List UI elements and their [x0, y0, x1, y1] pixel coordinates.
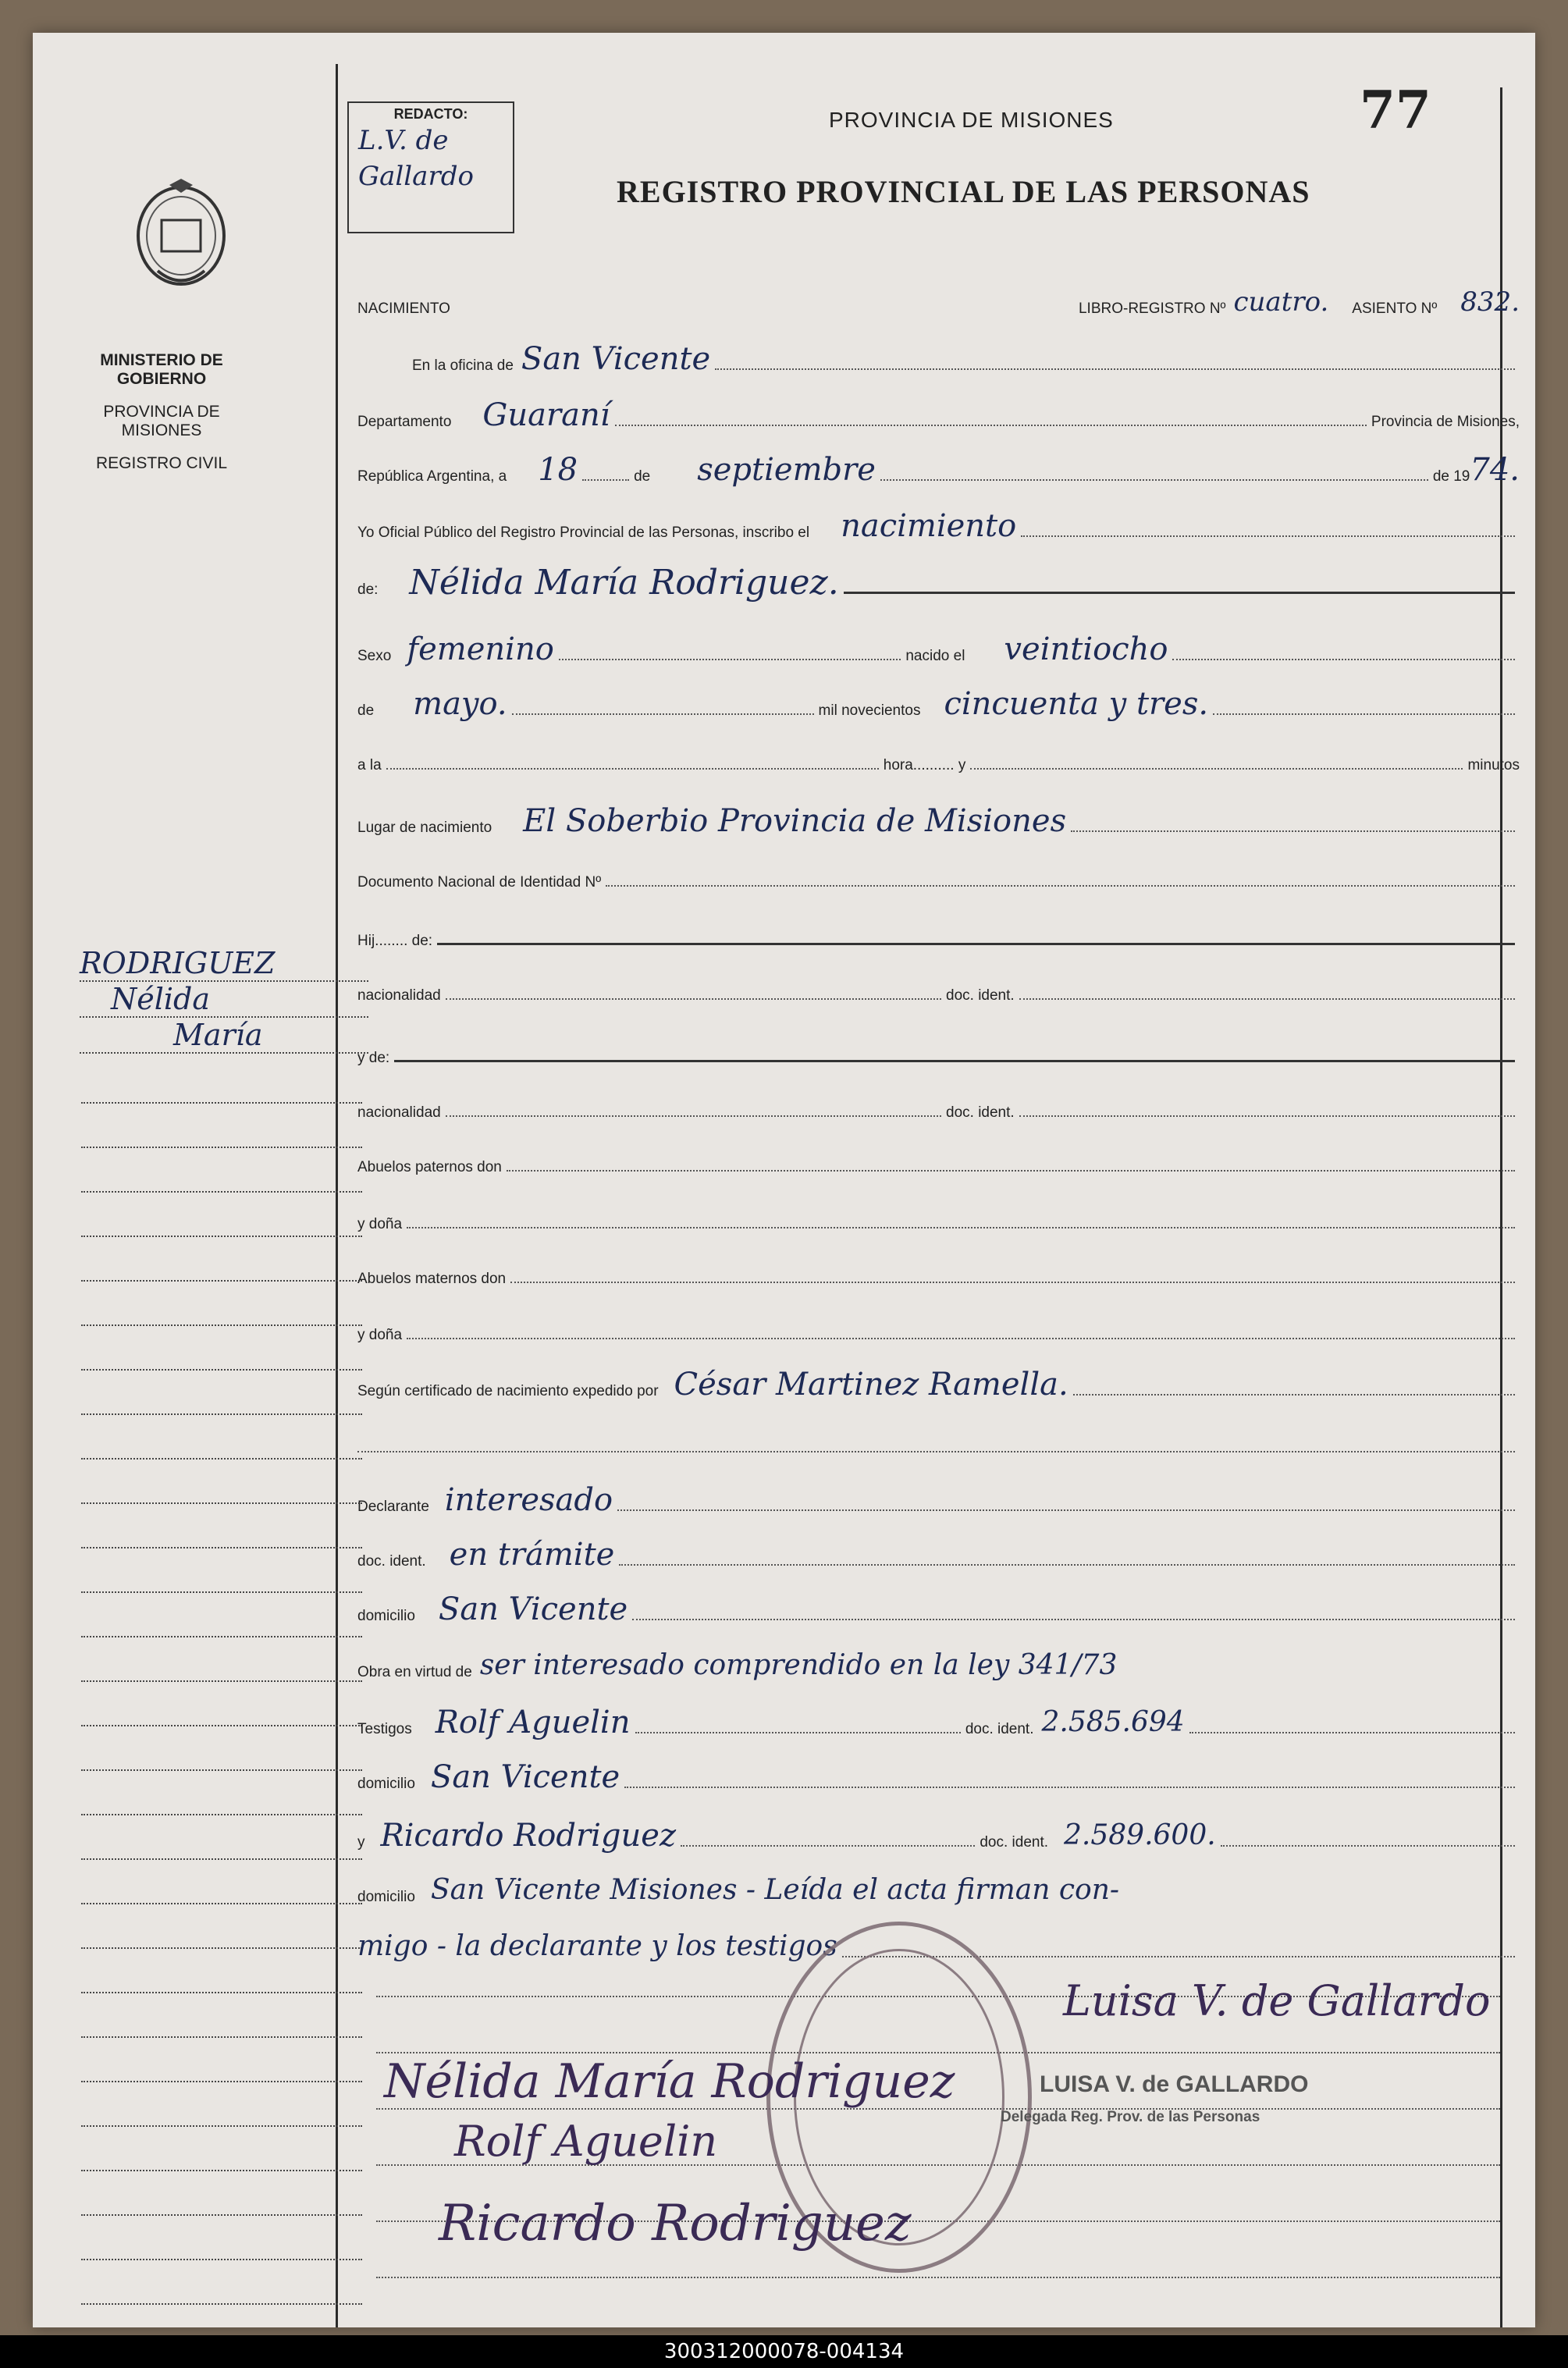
line-departamento	[357, 397, 1520, 433]
line-nacionalidad-1	[357, 973, 1520, 1004]
document-page	[33, 33, 1535, 2327]
margin-note-name2: María	[80, 1018, 368, 1054]
margin-note-name: Nélida	[80, 982, 368, 1018]
redacto-handwriting-1: L.V. de	[358, 125, 449, 156]
line-domicilio-t1	[357, 1759, 1520, 1795]
libro-value: cuatro.	[1233, 286, 1329, 318]
domicilio-value: San Vicente	[438, 1591, 628, 1627]
line-nombre	[357, 563, 1520, 603]
sexo-value: femenino	[407, 631, 554, 667]
domicilio-t2-value: San Vicente Misiones - Leída el acta firman con-	[430, 1874, 1120, 1906]
doc-ident-dec-value: en trámite	[449, 1537, 615, 1573]
y-de-label: y de:	[357, 1050, 390, 1066]
de19-label: de 19	[1432, 468, 1470, 485]
oficina-label: En la oficina de	[412, 357, 514, 374]
nacionalidad-label-2: nacionalidad	[357, 1104, 441, 1121]
line-nacimiento	[357, 286, 1520, 318]
ministry-office: REGISTRO CIVIL	[95, 454, 228, 472]
margin-rule	[81, 1102, 362, 1104]
testigo1-value: Rolf Aguelin	[435, 1705, 631, 1740]
margin-rule	[81, 2170, 362, 2171]
official-seal-name: LUISA V. de GALLARDO	[1040, 2071, 1309, 2097]
line-declarante	[357, 1484, 1520, 1516]
abuelos-maternos-label: Abuelos maternos don	[357, 1271, 507, 1287]
margin-rule	[81, 1992, 362, 1993]
line-y-de	[357, 1036, 1520, 1067]
testigo2-doc: 2.589.600.	[1064, 1819, 1216, 1851]
margin-note-surname: RODRIGUEZ	[80, 946, 368, 982]
lugar-value: El Soberbio Provincia de Misiones	[523, 803, 1067, 839]
line-fecha	[357, 452, 1520, 488]
margin-rule	[81, 2081, 362, 2082]
continuation-value: migo - la declarante y los testigos	[357, 1930, 837, 1962]
republica-label: República Argentina, a	[357, 468, 507, 485]
ministry-province: PROVINCIA DE MISIONES	[103, 403, 220, 439]
line-certificado-2	[357, 1426, 1520, 1457]
margin-rule	[81, 1858, 362, 1860]
testigo2-value: Ricardo Rodriguez	[380, 1818, 677, 1854]
de-mes-label: de	[357, 702, 375, 719]
de-nombre-label: de:	[357, 581, 379, 598]
domicilio-t1-label: domicilio	[357, 1776, 415, 1792]
margin-rule	[81, 1458, 362, 1460]
line-domicilio-t2	[357, 1875, 1520, 1906]
margin-rule	[81, 1547, 362, 1548]
mes-value: septiembre	[697, 452, 876, 488]
obra-value: ser interesado comprendido en la ley 341/73	[479, 1649, 1118, 1681]
line-mes	[357, 688, 1520, 720]
margin-rule	[81, 1236, 362, 1237]
certificado-value: César Martinez Ramella.	[674, 1367, 1068, 1403]
redacto-box	[347, 101, 514, 233]
official-signature: Luisa V. de Gallardo	[1063, 1976, 1491, 2025]
abuelos-paternos-label: Abuelos paternos don	[357, 1159, 502, 1175]
mil-label: mil novecientos	[818, 702, 921, 719]
province-heading: PROVINCIA DE MISIONES	[829, 108, 1114, 132]
margin-rule	[81, 2125, 362, 2127]
column-divider	[336, 64, 338, 2327]
declarante-value: interesado	[444, 1482, 613, 1518]
line-oficina	[357, 343, 1520, 375]
provincial-emblem-icon	[126, 177, 236, 302]
line-dona-1	[357, 1202, 1520, 1233]
line-hij	[357, 919, 1520, 950]
folio-number: 77	[1360, 80, 1431, 140]
certificado-label: Según certificado de nacimiento expedido por	[357, 1383, 659, 1399]
testigos-label: Testigos	[357, 1721, 412, 1737]
lugar-label: Lugar de nacimiento	[357, 820, 492, 836]
margin-rule	[81, 2303, 362, 2305]
margin-rule	[81, 1191, 362, 1193]
line-certificado	[357, 1367, 1520, 1403]
margin-rule	[81, 1769, 362, 1771]
y-dona-label-2: y doña	[357, 1327, 403, 1343]
margin-rule	[81, 2036, 362, 2038]
official-seal-title: Delegada Reg. Prov. de las Personas	[1001, 2109, 1260, 2125]
margin-rule	[81, 1280, 362, 1282]
signature-rule	[376, 2277, 1500, 2278]
redacto-handwriting-2: Gallardo	[358, 161, 474, 192]
line-obra	[357, 1650, 1520, 1681]
margin-rule	[81, 1413, 362, 1415]
nombre-value: Nélida María Rodriguez.	[409, 563, 839, 603]
domicilio-label: domicilio	[357, 1608, 415, 1624]
line-lugar	[357, 805, 1520, 837]
anio-value: 74.	[1470, 452, 1520, 488]
margin-rule	[81, 1680, 362, 1682]
anio-nac-value: cincuenta y tres.	[944, 686, 1209, 722]
dia-value: 18	[538, 452, 578, 488]
doc-ident-label-2: doc. ident.	[946, 1104, 1015, 1121]
mes-nac-value: mayo.	[413, 686, 507, 722]
line-dni	[357, 860, 1520, 891]
image-id-footer: 300312000078-004134	[0, 2335, 1568, 2368]
doc-ident-dec-label: doc. ident.	[357, 1553, 426, 1570]
provincia-label: Provincia de Misiones,	[1371, 414, 1520, 430]
inscribo-value: nacimiento	[841, 508, 1017, 544]
line-hora	[357, 743, 1520, 774]
nacionalidad-label-1: nacionalidad	[357, 987, 441, 1004]
margin-rule	[81, 2214, 362, 2216]
hora-label: hora.......... y	[883, 757, 966, 773]
nacido-value: veintiocho	[1004, 631, 1168, 667]
margin-rule	[81, 1947, 362, 1949]
nacido-label: nacido el	[905, 648, 965, 664]
registry-title: REGISTRO PROVINCIAL DE LAS PERSONAS	[617, 174, 1310, 209]
line-testigo-1	[357, 1707, 1520, 1738]
signature-testigo-2: Ricardo Rodriguez	[439, 2195, 912, 2252]
line-nacionalidad-2	[357, 1090, 1520, 1122]
line-oficial	[357, 510, 1520, 542]
margin-rule	[81, 1636, 362, 1637]
testigo1-doc: 2.585.694	[1041, 1706, 1185, 1738]
dni-label: Documento Nacional de Identidad Nº	[357, 874, 602, 891]
ministry-block	[64, 351, 259, 473]
margin-rule	[81, 1324, 362, 1326]
margin-rule	[81, 1814, 362, 1815]
line-doc-declarante	[357, 1537, 1520, 1573]
signature-testigo-1: Rolf Aguelin	[454, 2117, 718, 2166]
margin-rule	[81, 1502, 362, 1504]
line-dona-2	[357, 1313, 1520, 1344]
sexo-label: Sexo	[357, 648, 392, 664]
domicilio-t2-label: domicilio	[357, 1889, 415, 1905]
doc-ident-t1-label: doc. ident.	[965, 1721, 1034, 1737]
doc-ident-t2-label: doc. ident.	[980, 1834, 1049, 1851]
margin-note	[80, 946, 368, 1054]
ministry-title: MINISTERIO DE GOBIERNO	[100, 351, 223, 388]
hij-label: Hij........ de:	[357, 933, 433, 949]
asiento-value: 832.	[1460, 286, 1520, 318]
oficina-value: San Vicente	[521, 341, 711, 377]
line-abuelos-paternos	[357, 1145, 1520, 1176]
libro-label: LIBRO-REGISTRO Nº	[1078, 300, 1226, 317]
margin-rule	[81, 1725, 362, 1726]
minutos-label: minutos	[1467, 757, 1520, 773]
margin-rule	[81, 1147, 362, 1148]
a-la-label: a la	[357, 757, 382, 773]
obra-label: Obra en virtud de	[357, 1664, 472, 1680]
y-dona-label-1: y doña	[357, 1216, 403, 1232]
line-testigo-2	[357, 1818, 1520, 1854]
nacimiento-label: NACIMIENTO	[357, 300, 450, 317]
domicilio-t1-value: San Vicente	[430, 1759, 620, 1795]
margin-rule	[81, 1591, 362, 1593]
margin-rule	[81, 2259, 362, 2260]
line-sexo	[357, 631, 1520, 667]
signature-declarante: Nélida María Rodriguez	[384, 2054, 955, 2109]
asiento-label: ASIENTO Nº	[1352, 300, 1438, 317]
departamento-label: Departamento	[357, 414, 452, 430]
oficial-label: Yo Oficial Público del Registro Provincial de las Personas, inscribo el	[357, 524, 810, 541]
y-label: y	[357, 1834, 365, 1851]
redacto-label: REDACTO:	[393, 106, 468, 122]
line-abuelos-maternos	[357, 1257, 1520, 1288]
doc-ident-label-1: doc. ident.	[946, 987, 1015, 1004]
margin-rule	[81, 1369, 362, 1371]
margin-rule	[81, 1903, 362, 1904]
line-domicilio	[357, 1591, 1520, 1627]
declarante-label: Declarante	[357, 1499, 429, 1515]
de-label: de	[634, 468, 651, 485]
departamento-value: Guaraní	[482, 397, 610, 433]
